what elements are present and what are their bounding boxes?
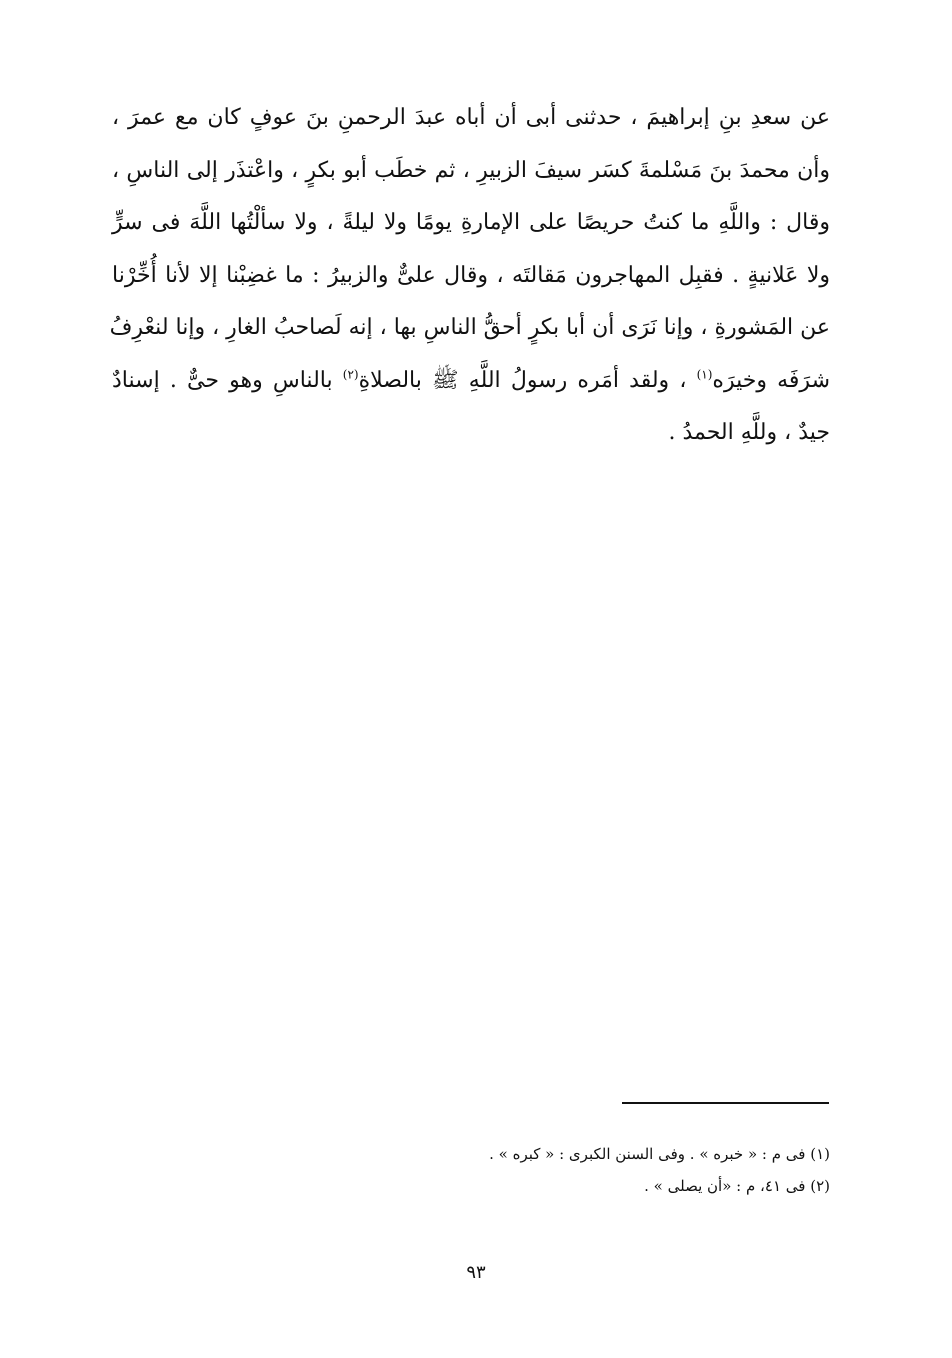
text-line-6-part-1: شرَفَه وخيرَه (712, 367, 831, 393)
text-line-6-part-3: بالناسِ وهو حىٌّ . إسنادٌ (112, 367, 343, 393)
footnotes (300, 1138, 830, 1202)
text-line-6-part-2: ، ولقد أمَره رسولُ اللَّهِ ﷺ بالصلاةِ (358, 367, 697, 393)
footnote-divider (622, 1102, 829, 1104)
text-line-3: وقال : واللَّهِ ما كنتُ حريصًا على الإمارةِ يومًا ولا ليلةً ، ولا سألْتُها اللَّهَ فى سرٍّ (112, 210, 830, 235)
text-line-1: عن سعدِ بنِ إبراهيمَ ، حدثنى أبى أن أباه عبدَ الرحمنِ بنَ عوفٍ كان مع عمرَ ، (112, 105, 830, 130)
text-line-6 (112, 355, 830, 408)
main-text (109, 92, 831, 460)
text-line-5: عن المَشورةِ ، وإنا نَرَى أن أبا بكرٍ أحقُّ الناسِ بها ، إنه لَصاحبُ الغارِ ، وإنا لنعْرِفُ (109, 315, 830, 340)
footnote-ref-1[interactable]: (١) (696, 367, 713, 382)
text-line-2: وأن محمدَ بنَ مَسْلمةَ كسَر سيفَ الزبيرِ ، ثم خطَب أبو بكرٍ ، واعْتذَر إلى الناسِ ، (112, 157, 830, 183)
text-line-4: ولا عَلانيةٍ . فقبِل المهاجرون مَقالتَه ، وقال علىٌّ والزبيرُ : ما غضِبْنا إلا لأنا أُخِّرْنا (112, 262, 830, 288)
text-line-7: جيدٌ ، وللَّهِ الحمدُ . (668, 420, 830, 445)
footnote-1: (١) فى م : « خبره » . وفى السنن الكبرى : « كبره » . (489, 1145, 830, 1163)
footnote-ref-2[interactable]: (٢) (342, 367, 359, 382)
page-number: ٩٣ (466, 1262, 486, 1283)
footnote-2: (٢) فى ٤١، م : «أن يصلى » . (644, 1177, 830, 1195)
